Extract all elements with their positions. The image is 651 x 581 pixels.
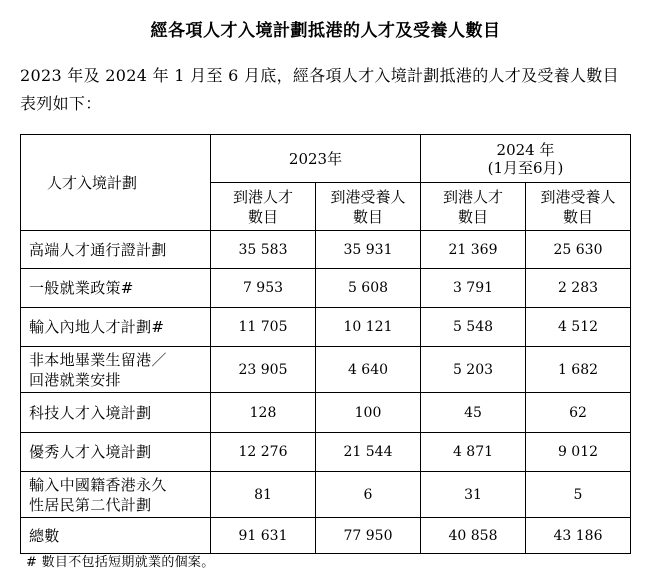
talent-2023-value: 23 905	[211, 347, 316, 393]
dependant-2023-value: 4 640	[316, 347, 421, 393]
document-title: 經各項人才入境計劃抵港的人才及受養人數目	[150, 21, 501, 41]
dependant-2024-value: 1 682	[526, 347, 631, 393]
table-row	[21, 393, 631, 433]
total-talent-2024: 40 858	[421, 518, 526, 554]
scheme-name: 非本地畢業生留港／ 回港就業安排	[21, 347, 211, 393]
dependant-2023-value: 35 931	[316, 231, 421, 269]
total-dependant-2024: 43 186	[526, 518, 631, 554]
talent-2023-value: 11 705	[211, 308, 316, 347]
total-row	[21, 518, 631, 554]
year-2024-label: 2024 年	[496, 140, 555, 159]
total-label: 總數	[21, 518, 211, 554]
talent-2023-value: 35 583	[211, 231, 316, 269]
arrivals-table	[20, 134, 631, 554]
scheme-name: 輸入內地人才計劃#	[21, 308, 211, 347]
dependant-2024-value: 25 630	[526, 231, 631, 269]
talent-2023-value: 81	[211, 472, 316, 518]
talent-2024-value: 5 548	[421, 308, 526, 347]
table-row	[21, 347, 631, 393]
table-row	[21, 433, 631, 472]
year-2024-header	[421, 135, 631, 183]
table-row	[21, 269, 631, 308]
talent-2024-value: 5 203	[421, 347, 526, 393]
header-row-years	[21, 135, 631, 183]
talent-2023-value: 7 953	[211, 269, 316, 308]
talent-2023-value: 12 276	[211, 433, 316, 472]
dependant-2024-value: 2 283	[526, 269, 631, 308]
dependant-2024-value: 5	[526, 472, 631, 518]
scheme-name: 科技人才入境計劃	[21, 393, 211, 433]
dependant-2024-value: 62	[526, 393, 631, 433]
talent-2024-value: 4 871	[421, 433, 526, 472]
talent-2024-value: 21 369	[421, 231, 526, 269]
talent-2023-header: 到港人才 數目	[211, 183, 316, 231]
dependant-2024-value: 4 512	[526, 308, 631, 347]
year-2023-header: 2023年	[211, 135, 421, 183]
dependant-2024-header: 到港受養人 數目	[526, 183, 631, 231]
dependant-2024-value: 9 012	[526, 433, 631, 472]
scheme-column-header: 人才入境計劃	[21, 135, 211, 231]
table-row	[21, 308, 631, 347]
scheme-name: 一般就業政策#	[21, 269, 211, 308]
talent-2024-value: 45	[421, 393, 526, 433]
year-2024-period: (1月至6月)	[487, 158, 564, 177]
table-row	[21, 472, 631, 518]
talent-2023-value: 128	[211, 393, 316, 433]
talent-2024-value: 3 791	[421, 269, 526, 308]
intro-paragraph: 2023 年及 2024 年 1 月至 6 月底，經各項人才入境計劃抵港的人才及受養人數目表列如下：	[20, 66, 619, 113]
dependant-2023-value: 21 544	[316, 433, 421, 472]
footnote: # 數目不包括短期就業的個案。	[26, 555, 215, 570]
scheme-name: 輸入中國籍香港永久 性居民第二代計劃	[21, 472, 211, 518]
total-talent-2023: 91 631	[211, 518, 316, 554]
dependant-2023-value: 100	[316, 393, 421, 433]
dependant-2023-header: 到港受養人 數目	[316, 183, 421, 231]
scheme-name: 優秀人才入境計劃	[21, 433, 211, 472]
dependant-2023-value: 10 121	[316, 308, 421, 347]
talent-2024-header: 到港人才 數目	[421, 183, 526, 231]
table-row	[21, 231, 631, 269]
scheme-name: 高端人才通行證計劃	[21, 231, 211, 269]
talent-2024-value: 31	[421, 472, 526, 518]
dependant-2023-value: 6	[316, 472, 421, 518]
dependant-2023-value: 5 608	[316, 269, 421, 308]
total-dependant-2023: 77 950	[316, 518, 421, 554]
